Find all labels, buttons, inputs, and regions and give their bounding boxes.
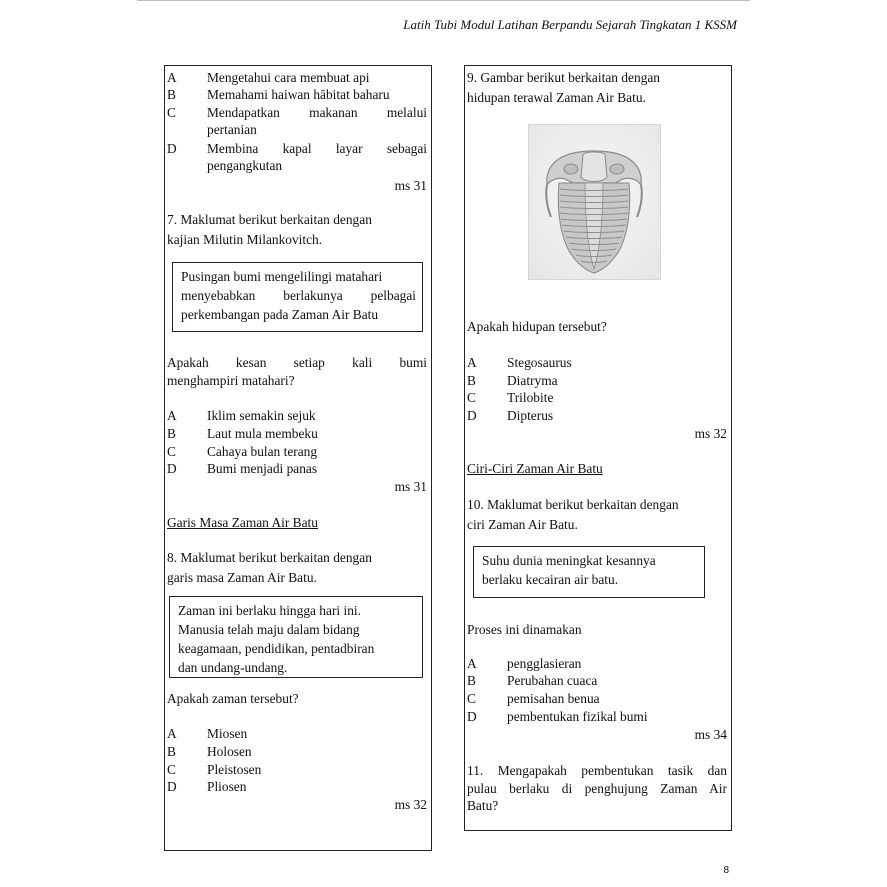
section-heading-garis-masa: Garis Masa Zaman Air Batu xyxy=(167,515,318,530)
page-number: 8 xyxy=(723,865,729,876)
q10-option-b[interactable]: B Perubahan cuaca xyxy=(467,673,598,688)
trilobite-fossil-image xyxy=(528,124,661,280)
q9-option-b[interactable]: B Diatryma xyxy=(467,373,558,388)
q9-option-c[interactable]: C Trilobite xyxy=(467,390,554,405)
q8-info-box: Zaman ini berlaku hingga hari ini. Manusia telah maju dalam bidang keagamaan, pendidikan, pentadbiran dan undang-undang. xyxy=(169,596,423,678)
q8-option-b[interactable]: B Holosen xyxy=(167,744,252,759)
running-header: Latih Tubi Modul Latihan Berpandu Sejarah Tingkatan 1 KSSM xyxy=(403,17,737,32)
q8-stem: 8. Maklumat berikut berkaitan dengan garis masa Zaman Air Batu. xyxy=(167,550,372,585)
q7-question: Apakah kesan setiap kali bumi menghampiri matahari? xyxy=(167,355,427,388)
q9-option-a[interactable]: A Stegosaurus xyxy=(467,355,572,370)
q7-option-b[interactable]: B Laut mula membeku xyxy=(167,426,318,441)
q10-info-box: Suhu dunia meningkat kesannya berlaku kecairan air batu. xyxy=(473,546,705,598)
section-heading-ciri-ciri: Ciri-Ciri Zaman Air Batu xyxy=(467,461,603,476)
q9-stem: 9. Gambar berikut berkaitan dengan hidupan terawal Zaman Air Batu. xyxy=(467,70,660,105)
q9-page-ref: ms 32 xyxy=(694,426,727,441)
q6-option-d[interactable]: D Membina kapal layar sebagai pengangkutan xyxy=(167,141,427,173)
q7-page-ref: ms 31 xyxy=(394,479,427,494)
q10-option-c[interactable]: C pemisahan benua xyxy=(467,691,600,706)
left-column xyxy=(164,65,432,851)
q6-option-a[interactable]: A Mengetahui cara membuat api xyxy=(167,70,370,85)
q10-question: Proses ini dinamakan xyxy=(467,622,582,637)
q7-option-d[interactable]: D Bumi menjadi panas xyxy=(167,461,318,476)
q11-stem: 11. Mengapakah pembentukan tasik dan pulau berlaku di penghujung Zaman Air Batu? xyxy=(467,763,727,813)
trilobite-icon xyxy=(529,125,660,279)
q6-option-b[interactable]: B Memahami haiwan hābitat baharu xyxy=(167,87,390,102)
q8-option-c[interactable]: C Pleistosen xyxy=(167,762,262,777)
q6-option-c[interactable]: C Mendapatkan makanan melalui pertanian xyxy=(167,105,427,137)
top-rule xyxy=(137,0,750,1)
q7-option-c[interactable]: C Cahaya bulan terang xyxy=(167,444,318,459)
q8-option-a[interactable]: A Miosen xyxy=(167,726,248,741)
q7-info-box: Pusingan bumi mengelilingi matahari menyebabkan berlakunya pelbagai perkembangan pada Zaman Air Batu xyxy=(172,262,423,332)
q8-page-ref: ms 32 xyxy=(394,797,427,812)
q8-option-d[interactable]: D Pliosen xyxy=(167,779,247,794)
q10-page-ref: ms 34 xyxy=(694,727,727,742)
q7-option-a[interactable]: A Iklim semakin sejuk xyxy=(167,408,316,423)
q9-option-d[interactable]: D Dipterus xyxy=(467,408,554,423)
q8-question: Apakah zaman tersebut? xyxy=(167,691,299,706)
q10-option-a[interactable]: A pengglasieran xyxy=(467,656,582,671)
q10-stem: 10. Maklumat berikut berkaitan dengan ciri Zaman Air Batu. xyxy=(467,497,679,532)
q6-page-ref: ms 31 xyxy=(394,178,427,193)
q9-question: Apakah hidupan tersebut? xyxy=(467,319,607,334)
q10-option-d[interactable]: D pembentukan fizikal bumi xyxy=(467,709,648,724)
q7-stem: 7. Maklumat berikut berkaitan dengan kajian Milutin Milankovitch. xyxy=(167,212,372,247)
